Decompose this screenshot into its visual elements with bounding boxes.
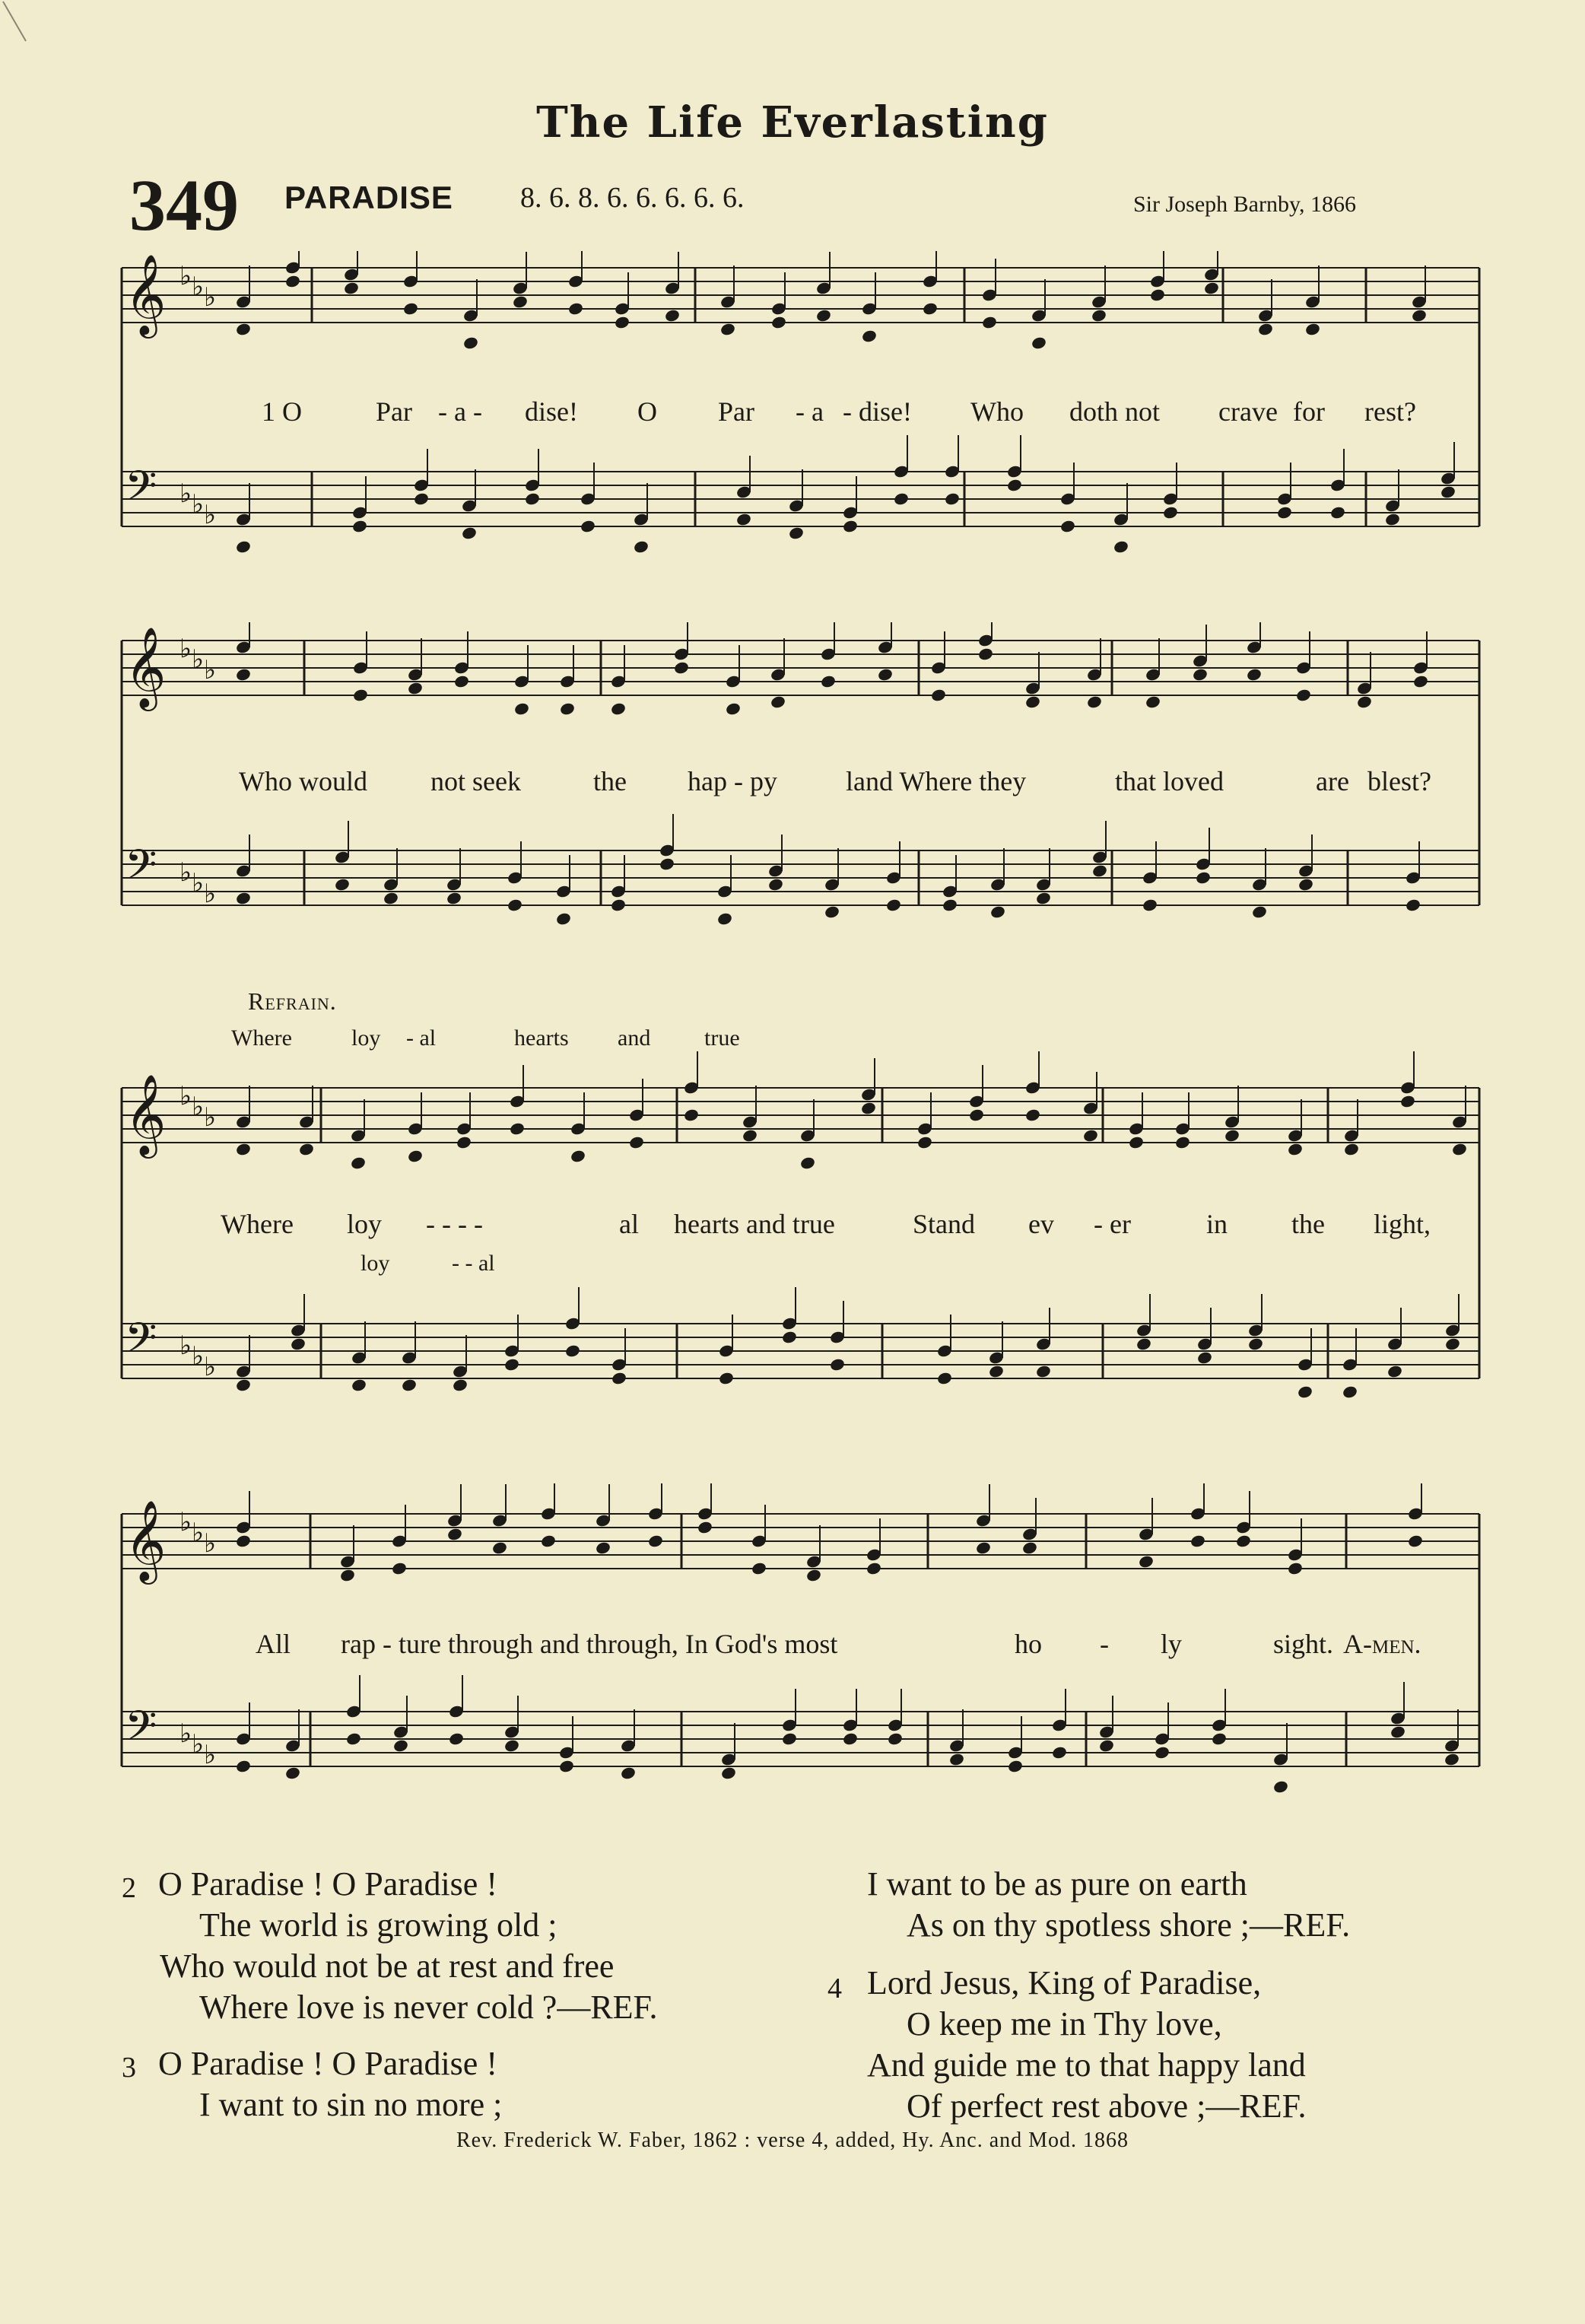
notehead — [235, 322, 252, 336]
notehead — [235, 1142, 252, 1156]
lyric: Par — [376, 396, 412, 427]
flat-icon: ♭ — [179, 261, 192, 291]
notehead — [1007, 1759, 1024, 1773]
notehead — [1247, 1337, 1264, 1351]
flat-icon: ♭ — [204, 879, 217, 909]
notehead — [1287, 1142, 1304, 1156]
verse-number: 3 — [122, 2052, 136, 2084]
treble-clef-icon: 𝄞 — [125, 1499, 167, 1581]
notehead — [1343, 1142, 1360, 1156]
staff — [122, 251, 1479, 351]
lyric: Where — [221, 1209, 294, 1239]
lyric: ev — [1028, 1209, 1054, 1239]
notehead — [570, 1149, 586, 1163]
notehead — [1082, 1128, 1099, 1143]
notehead — [350, 1156, 367, 1170]
notehead — [540, 1534, 557, 1548]
lyric: for — [1293, 396, 1325, 427]
notehead — [720, 1766, 737, 1780]
notehead — [885, 898, 902, 912]
notehead — [1451, 1142, 1468, 1156]
notehead — [1386, 1364, 1403, 1378]
notehead — [446, 1527, 463, 1541]
verse-line: I want to be as pure on earth — [867, 1865, 1247, 1903]
notehead — [922, 301, 939, 316]
lyric: dise! — [525, 396, 578, 427]
notehead — [1142, 898, 1158, 912]
lyric: loy — [351, 1025, 381, 1051]
notehead — [1329, 505, 1346, 520]
bass-clef-icon: 𝄢 — [125, 1702, 157, 1760]
lyric: and — [618, 1025, 651, 1051]
notehead — [781, 1731, 798, 1746]
notehead — [1006, 478, 1023, 492]
flat-icon: ♭ — [179, 1081, 192, 1111]
notehead — [448, 1731, 465, 1746]
notehead — [861, 329, 878, 343]
notehead — [503, 1357, 520, 1372]
lyric: - a — [796, 396, 824, 427]
notehead — [453, 674, 470, 688]
staff — [122, 1675, 1479, 1795]
staff — [122, 1287, 1479, 1400]
notehead — [829, 1357, 846, 1372]
lyric: Where — [231, 1025, 292, 1051]
notehead — [1297, 1385, 1313, 1399]
lyric: that loved — [1115, 766, 1224, 796]
notehead — [1251, 904, 1268, 919]
notehead — [595, 1540, 611, 1555]
flat-icon: ♭ — [204, 1528, 217, 1559]
notehead — [1098, 1738, 1115, 1753]
notehead — [1192, 667, 1209, 682]
notehead — [555, 911, 572, 926]
notehead — [503, 1738, 520, 1753]
lyric: true — [704, 1025, 740, 1051]
notehead — [647, 1534, 664, 1548]
lyric: - er — [1094, 1209, 1131, 1239]
lyric: - - - - — [426, 1209, 483, 1239]
notehead — [559, 701, 576, 716]
notehead — [944, 491, 961, 506]
flat-icon: ♭ — [192, 1092, 205, 1122]
notehead — [1203, 281, 1220, 295]
notehead — [524, 491, 541, 506]
notehead — [235, 891, 252, 905]
notehead — [770, 695, 786, 709]
flat-icon: ♭ — [204, 655, 217, 685]
notehead — [1128, 1135, 1145, 1149]
lyric: - — [1100, 1629, 1109, 1659]
flat-icon: ♭ — [192, 644, 205, 675]
notehead — [235, 539, 252, 554]
notehead — [345, 1731, 362, 1746]
notehead — [1195, 870, 1212, 885]
notehead — [742, 1128, 758, 1143]
notehead — [770, 315, 787, 329]
notehead — [788, 526, 805, 540]
notehead — [413, 491, 430, 506]
notehead — [407, 1149, 424, 1163]
bass-clef-icon: 𝄢 — [125, 841, 157, 899]
notehead — [1031, 335, 1047, 350]
verse-line: The world is growing old ; — [199, 1906, 557, 1944]
notehead — [580, 519, 596, 533]
notehead — [1444, 1752, 1460, 1766]
lyric: A-men. — [1343, 1629, 1421, 1659]
notehead — [1091, 308, 1107, 323]
notehead — [1390, 1725, 1406, 1739]
notehead — [1145, 695, 1161, 709]
verse-line: As on thy spotless shore ;—REF. — [907, 1906, 1351, 1944]
notehead — [1235, 1534, 1252, 1548]
notehead — [491, 1540, 508, 1555]
notehead — [407, 681, 424, 695]
notehead — [334, 877, 351, 892]
notehead — [343, 281, 360, 295]
verse-line: Lord Jesus, King of Paradise, — [867, 1964, 1262, 2001]
lyric: loy — [347, 1209, 383, 1239]
notehead — [452, 1378, 469, 1392]
lyric: al — [619, 1209, 639, 1239]
notehead — [1304, 322, 1321, 336]
verse-line: Of perfect rest above ;—REF. — [907, 2087, 1307, 2125]
lyric: are — [1316, 766, 1349, 796]
notehead — [916, 1135, 933, 1149]
notehead — [1138, 1554, 1155, 1569]
notehead — [942, 898, 958, 912]
notehead — [461, 526, 478, 540]
notehead — [1412, 674, 1429, 688]
notehead — [893, 491, 910, 506]
notehead — [383, 891, 399, 905]
verse-number: 4 — [827, 1973, 842, 2004]
notehead — [235, 1378, 252, 1392]
verse-line: O Paradise ! O Paradise ! — [158, 2045, 497, 2082]
notehead — [1276, 505, 1293, 520]
notehead — [462, 335, 479, 350]
notehead — [805, 1568, 822, 1582]
verse-line: Where love is never cold ?—REF. — [199, 1989, 658, 2026]
notehead — [446, 891, 462, 905]
notehead — [860, 1101, 877, 1115]
staff — [122, 622, 1479, 717]
notehead — [1287, 1561, 1304, 1575]
lyric: rap - ture through and through, In God's most — [341, 1629, 838, 1659]
notehead — [1059, 519, 1076, 533]
treble-clef-icon: 𝄞 — [125, 626, 167, 707]
flat-icon: ♭ — [179, 857, 192, 888]
treble-clef-icon: 𝄞 — [125, 253, 167, 335]
notehead — [781, 1330, 798, 1344]
hymn-number: 349 — [129, 164, 239, 246]
notehead — [977, 647, 994, 661]
notehead — [751, 1561, 767, 1575]
notehead — [1440, 485, 1456, 499]
notehead — [664, 308, 681, 323]
lyric: sight. — [1273, 1629, 1334, 1659]
notehead — [718, 1371, 735, 1385]
lyric: hap - py — [688, 766, 777, 796]
notehead — [842, 519, 859, 533]
notehead — [567, 301, 584, 316]
notehead — [558, 1759, 575, 1773]
notehead — [820, 674, 837, 688]
text-credit: Rev. Frederick W. Faber, 1862 : verse 4, added, Hy. Anc. and Mod. 1868 — [456, 2128, 1129, 2152]
staff — [122, 814, 1479, 927]
tune-name: PARADISE — [284, 180, 453, 215]
flat-icon: ♭ — [204, 282, 217, 313]
flat-icon: ♭ — [192, 868, 205, 898]
notehead — [235, 1534, 252, 1548]
notehead — [401, 1378, 418, 1392]
notehead — [842, 1731, 859, 1746]
lyric: Stand — [913, 1209, 976, 1239]
notehead — [1384, 512, 1401, 526]
lyric: Who — [970, 396, 1024, 427]
bass-clef-icon: 𝄢 — [125, 462, 157, 520]
flat-icon: ♭ — [179, 1507, 192, 1537]
notehead — [1136, 1337, 1152, 1351]
notehead — [351, 1378, 367, 1392]
staff — [122, 435, 1479, 555]
notehead — [1113, 539, 1129, 554]
notehead — [1051, 1745, 1068, 1760]
composer-credit: Sir Joseph Barnby, 1866 — [1133, 192, 1357, 217]
flat-icon: ♭ — [204, 500, 217, 530]
notehead — [1162, 505, 1179, 520]
verse-line: O Paradise ! O Paradise ! — [158, 1865, 497, 1903]
notehead — [735, 512, 752, 526]
flat-icon: ♭ — [192, 1729, 205, 1760]
notehead — [1190, 1534, 1206, 1548]
notehead — [1224, 1128, 1240, 1143]
flat-icon: ♭ — [204, 1102, 217, 1133]
notehead — [1174, 1135, 1191, 1149]
flat-icon: ♭ — [192, 1341, 205, 1372]
notehead — [725, 701, 742, 716]
flat-icon: ♭ — [179, 1330, 192, 1361]
lyric: rest? — [1364, 396, 1416, 427]
notehead — [799, 1156, 816, 1170]
notehead — [614, 315, 631, 329]
lyric: hearts — [514, 1025, 569, 1051]
notehead — [1091, 863, 1108, 878]
flat-icon: ♭ — [204, 1352, 217, 1382]
notehead — [620, 1766, 637, 1780]
notehead — [1211, 1731, 1228, 1746]
notehead — [1154, 1745, 1170, 1760]
refrain-label: Refrain. — [248, 987, 337, 1015]
notehead — [815, 308, 832, 323]
lyric: hearts and true — [674, 1209, 835, 1239]
notehead — [1086, 695, 1103, 709]
staff — [122, 1483, 1479, 1585]
page-title: The Life Everlasting — [536, 97, 1049, 148]
flat-icon: ♭ — [204, 1740, 217, 1770]
notehead — [1356, 695, 1373, 709]
lyric: Par — [718, 396, 754, 427]
notehead — [1021, 1540, 1038, 1555]
notehead — [1035, 891, 1052, 905]
notehead — [1298, 877, 1314, 892]
notehead — [1149, 288, 1166, 302]
lyric: - al — [406, 1025, 437, 1051]
notehead — [298, 1142, 315, 1156]
flat-icon: ♭ — [179, 1718, 192, 1749]
notehead — [1196, 1350, 1213, 1365]
notehead — [611, 1371, 627, 1385]
lyric: ho — [1015, 1629, 1042, 1659]
notehead — [402, 301, 419, 316]
notehead — [564, 1343, 581, 1358]
flat-icon: ♭ — [192, 272, 205, 302]
notehead — [391, 1561, 408, 1575]
notehead — [1257, 322, 1274, 336]
notehead — [948, 1752, 965, 1766]
lyric: ly — [1161, 1629, 1183, 1659]
notehead — [673, 660, 690, 675]
notehead — [1411, 308, 1428, 323]
notehead — [936, 1371, 953, 1385]
lyric: - - al — [452, 1251, 495, 1276]
notehead — [989, 904, 1006, 919]
notehead — [930, 688, 947, 702]
meter: 8. 6. 8. 6. 6. 6. 6. 6. — [520, 182, 745, 214]
notehead — [719, 322, 736, 336]
lyric: crave — [1218, 396, 1278, 427]
notehead — [824, 904, 840, 919]
lyric: land Where they — [846, 766, 1027, 796]
lyric: All — [256, 1629, 291, 1659]
bass-clef-icon: 𝄢 — [125, 1314, 157, 1372]
notehead — [610, 701, 627, 716]
notehead — [456, 1135, 472, 1149]
verse-line: Who would not be at rest and free — [160, 1947, 615, 1985]
notehead — [866, 1561, 882, 1575]
notehead — [1295, 688, 1312, 702]
notehead — [392, 1738, 409, 1753]
flat-icon: ♭ — [179, 478, 192, 509]
notehead — [351, 519, 368, 533]
lyric: loy — [361, 1251, 390, 1276]
notehead — [877, 667, 894, 682]
notehead — [988, 1364, 1005, 1378]
lyric: the — [1291, 1209, 1325, 1239]
treble-clef-icon: 𝄞 — [125, 1073, 167, 1155]
notehead — [235, 1759, 252, 1773]
notehead — [1035, 1364, 1052, 1378]
notehead — [509, 1121, 526, 1136]
notehead — [610, 898, 627, 912]
notehead — [659, 857, 675, 871]
notehead — [1024, 695, 1041, 709]
notehead — [290, 1337, 307, 1351]
notehead — [1342, 1385, 1358, 1399]
lyric: O — [637, 396, 657, 427]
notehead — [1399, 1094, 1416, 1108]
staff — [122, 1051, 1479, 1171]
lyric: the — [593, 766, 627, 796]
notehead — [1407, 1534, 1424, 1548]
lyric: in — [1206, 1209, 1228, 1239]
notehead — [284, 274, 301, 288]
flat-icon: ♭ — [192, 1518, 205, 1548]
notehead — [633, 539, 650, 554]
verse-line: O keep me in Thy love, — [907, 2005, 1222, 2043]
notehead — [513, 701, 530, 716]
notehead — [887, 1731, 904, 1746]
notehead — [352, 688, 369, 702]
verse-line: And guide me to that happy land — [867, 2046, 1306, 2084]
lyric: doth not — [1069, 396, 1161, 427]
verse-number: 2 — [122, 1872, 136, 1904]
lyric: light, — [1374, 1209, 1431, 1239]
notehead — [284, 1766, 301, 1780]
notehead — [1272, 1779, 1289, 1794]
flat-icon: ♭ — [179, 634, 192, 664]
page-corner-mark — [0, 0, 30, 46]
notehead — [975, 1540, 992, 1555]
notehead — [512, 294, 529, 309]
lyric: Who would — [239, 766, 367, 796]
notehead — [716, 911, 733, 926]
flat-icon: ♭ — [192, 489, 205, 520]
notehead — [697, 1520, 713, 1534]
notehead — [628, 1135, 645, 1149]
notehead — [1444, 1337, 1461, 1351]
lyric: - a - — [438, 396, 482, 427]
lyric: blest? — [1367, 766, 1431, 796]
lyric: not seek — [430, 766, 521, 796]
lyric: 1 O — [262, 396, 302, 427]
notehead — [507, 898, 523, 912]
notehead — [339, 1568, 356, 1582]
lyric: - dise! — [843, 396, 912, 427]
notehead — [1405, 898, 1421, 912]
verse-line: I want to sin no more ; — [199, 2086, 503, 2123]
notehead — [1246, 667, 1263, 682]
notehead — [981, 315, 998, 329]
notehead — [683, 1108, 700, 1122]
notehead — [968, 1108, 985, 1122]
notehead — [1024, 1108, 1041, 1122]
notehead — [235, 667, 252, 682]
notehead — [767, 877, 784, 892]
